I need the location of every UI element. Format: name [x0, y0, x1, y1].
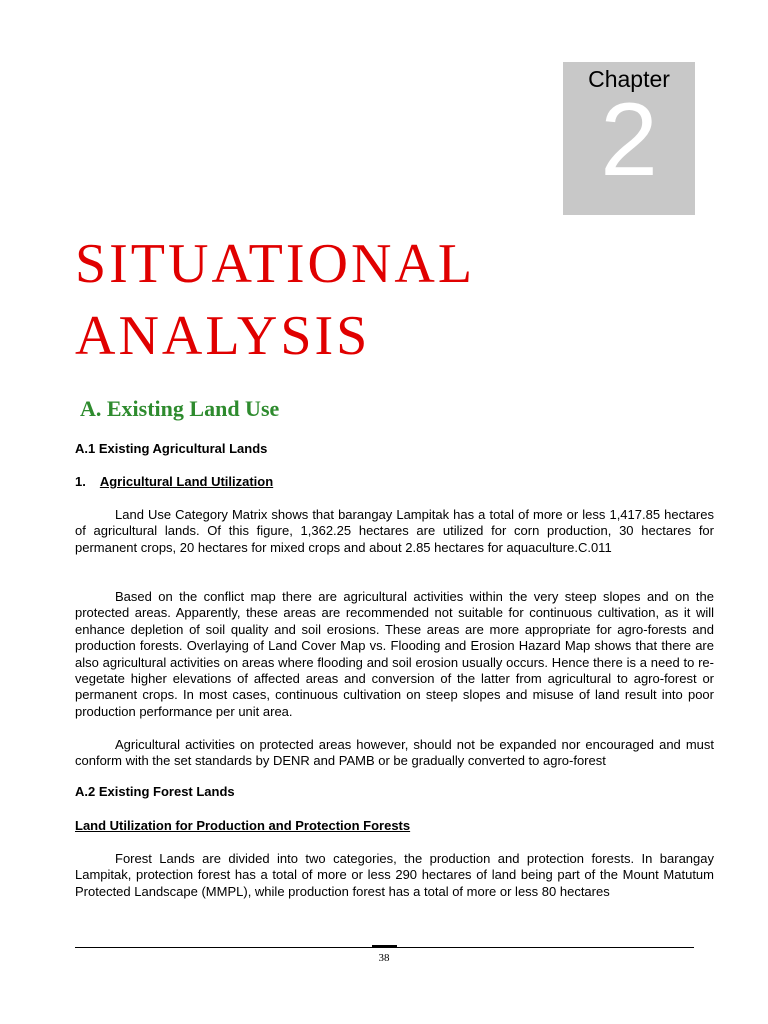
subsection-a1-heading: A.1 Existing Agricultural Lands — [75, 441, 268, 456]
footer-mark — [372, 945, 397, 947]
chapter-label: Chapter — [588, 66, 670, 92]
chapter-number: 2 — [600, 82, 658, 198]
forest-utilization-title: Land Utilization for Production and Protection Forests — [75, 818, 411, 833]
page-number: 38 — [378, 952, 390, 964]
paragraph-a1-3: Agricultural activities on protected areas however, should not be expanded nor encouraged and must conform with the set standards by DENR and PAMB or be gradually converted to agro-forest — [75, 737, 714, 769]
item-1-heading — [75, 474, 273, 489]
section-heading: A. Existing Land Use — [80, 396, 280, 421]
chapter-title-line-1: SITUATIONAL — [75, 233, 476, 295]
subsection-a2-heading: A.2 Existing Forest Lands — [75, 784, 235, 799]
paragraph-a1-1: Land Use Category Matrix shows that barangay Lampitak has a total of more or less 1,417.85 hectares of agricultural lands. Of this figure, 1,362.25 hectares are utilized for corn production, 30 hectares for permanent crops, 20 hectares for mixed crops and about 2.85 hectares for aquaculture.C.011 — [75, 507, 714, 555]
paragraph-a1-2: Based on the conflict map there are agricultural activities within the very steep slopes and on the protected areas. Apparently, these areas are recommended not suitable for continuous cultivation, as it will enhance depletion of soil quality and soil erosions. These areas are more appropriate for agro-forests and production forests. Overlaying of Land Cover Map vs. Flooding and Erosion Hazard Map shows that there are also agricultural activities on areas where flooding and soil erosion usually occurs. Hence there is a need to re-vegetate higher elevations of affected areas and conversion of the latter from agricultural to agro-forest or permanent crops. In most cases, continuous cultivation on steep slopes and misuse of land result into poor production performance per unit area. — [75, 589, 714, 719]
item-1-title: Agricultural Land Utilization — [99, 474, 274, 489]
paragraph-a2-1: Forest Lands are divided into two categories, the production and protection forests. In barangay Lampitak, protection forest has a total of more or less 290 hectares of land being part of the Mount Matutum Protected Landscape (MMPL), while production forest has a total of more or less 80 hectares — [75, 851, 714, 899]
forest-utilization-heading — [75, 818, 410, 833]
item-1-number: 1. — [75, 474, 86, 489]
footer-rule — [75, 947, 694, 948]
chapter-title-line-2: ANALYSIS — [75, 305, 371, 367]
chapter-badge — [563, 62, 695, 215]
